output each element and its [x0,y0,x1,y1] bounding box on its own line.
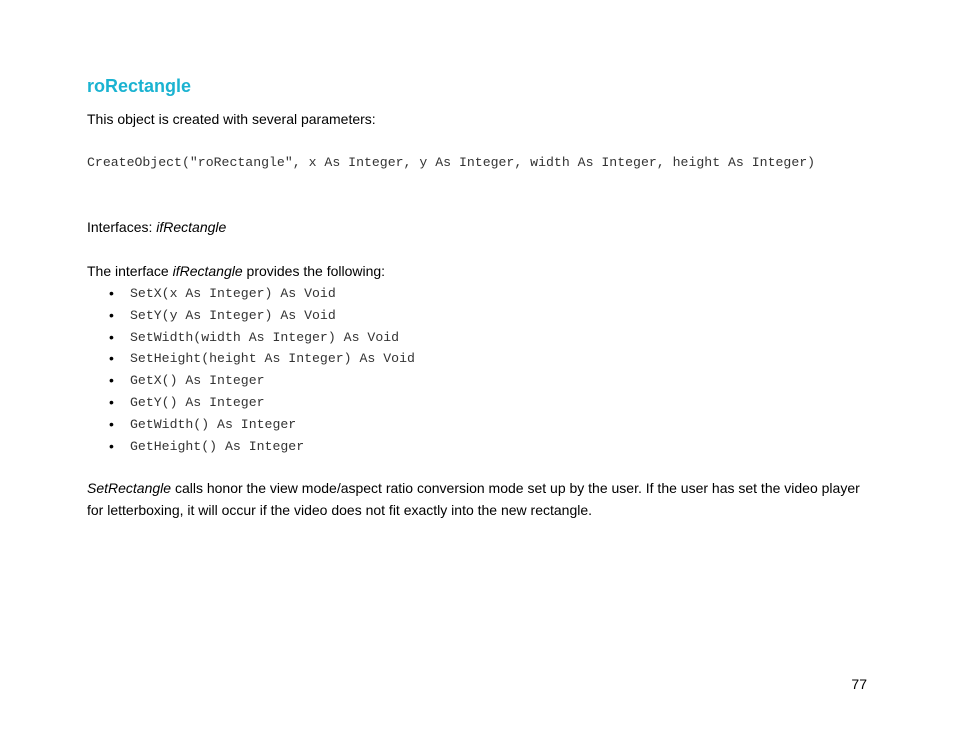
bullet-icon: • [109,285,114,301]
method-signature: SetHeight(height As Integer) As Void [130,351,415,367]
list-item [87,305,415,327]
bullet-icon: • [109,372,114,389]
bullet-icon: • [109,393,114,410]
interface-name: ifRectangle [156,219,227,235]
method-signature: GetHeight() As Integer [130,438,305,454]
method-list [87,283,415,457]
bullet-icon: • [109,328,114,345]
list-item [87,436,415,458]
closing-emphasis: SetRectangle [87,480,172,496]
list-item [87,327,415,349]
interfaces-label: Interfaces: [87,219,157,235]
provides-before: The interface [87,263,173,279]
provides-after: provides the following: [242,263,386,279]
provides-line [87,263,385,279]
closing-paragraph [87,477,867,521]
bullet-icon: • [109,350,114,367]
method-signature: SetWidth(width As Integer) As Void [130,329,400,345]
list-item [87,348,415,370]
page-number: 77 [851,676,867,692]
bullet-icon: • [109,437,114,454]
list-item [87,370,415,392]
intro-paragraph: This object is created with several parameters: [87,111,376,127]
method-signature: GetWidth() As Integer [130,416,297,432]
section-heading: roRectangle [87,76,192,96]
list-item [87,283,415,305]
list-item [87,392,415,414]
list-item [87,414,415,436]
bullet-icon: • [109,415,114,432]
constructor-code: CreateObject("roRectangle", x As Integer, y As Integer, width As Integer, height As Integer) [87,155,816,170]
method-signature: SetY(y As Integer) As Void [130,307,336,323]
method-signature: GetY() As Integer [130,394,265,410]
interfaces-line [87,219,226,235]
method-signature: GetX() As Integer [130,373,265,389]
provides-interface-name: ifRectangle [172,263,243,279]
bullet-icon: • [109,306,114,323]
method-signature: SetX(x As Integer) As Void [130,286,336,301]
closing-text: calls honor the view mode/aspect ratio conversion mode set up by the user. If the user has set the video player for letterboxing, it will occur if the video does not fit exactly into the new rectangle. [87,480,860,518]
